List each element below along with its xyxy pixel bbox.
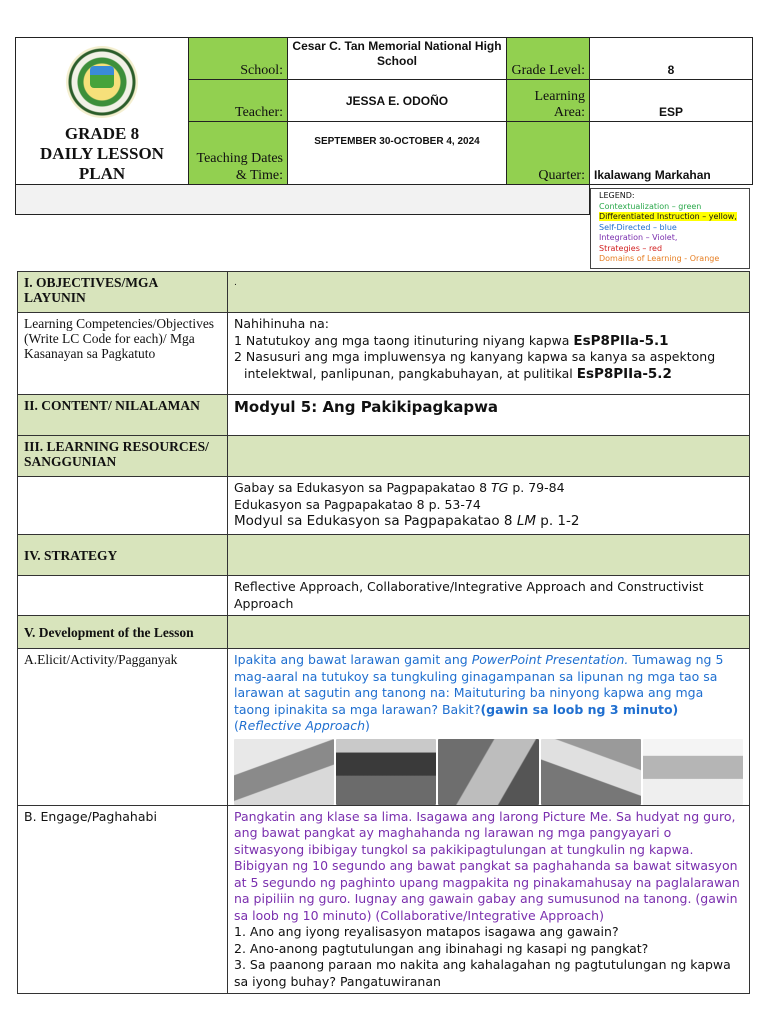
elderly-with-cane-photo <box>234 739 334 805</box>
elicit-label: A.Elicit/Activity/Pagganyak <box>18 649 228 806</box>
lc-intro: Nahihinuha na: <box>234 316 329 331</box>
legend-title: LEGEND: <box>599 191 635 200</box>
legend-item: Domains of Learning - Orange <box>599 254 720 263</box>
resource-1-c: p. 79-84 <box>508 480 565 495</box>
resource-3-c: p. 1-2 <box>535 513 580 529</box>
lc-code-2: EsP8PIIa-5.2 <box>576 365 672 382</box>
elicit-e: ( <box>234 718 239 733</box>
elicit-content <box>228 649 750 806</box>
area-value: ESP <box>590 80 753 122</box>
content-title: II. CONTENT/ NILALAMAN <box>18 395 228 436</box>
engage-label: B. Engage/Paghahabi <box>18 805 228 994</box>
resource-2: Edukasyon sa Pagpapakatao 8 p. 53-74 <box>234 496 481 512</box>
lc-content <box>228 313 750 395</box>
engage-question-1: 1. Ano ang iyong reyalisasyon matapos isagawa ang gawain? <box>234 924 619 939</box>
doctor-photo <box>643 739 743 805</box>
resource-1 <box>234 480 743 497</box>
engage-question-2: 2. Ano-anong pagtutulungan ang ibinahagi ng kasapi ng pangkat? <box>234 940 649 956</box>
grade-value: 8 <box>590 38 753 80</box>
school-value: Cesar C. Tan Memorial National High School <box>288 38 507 80</box>
elicit-c: Tumawag ng 5 mag-aaral na tutukoy sa tungkuling ginagampanan sa lipunan ng mga tao sa larawan at sagutin ang tanong na: Maituturing ba ninyong kapwa ang mga taong ipinakita sa mga larawan? Bakit? <box>234 652 724 717</box>
lc-code-1: EsP8PIIa-5.1 <box>573 332 669 349</box>
legend-item: Strategies – red <box>599 243 663 253</box>
elicit-a: Ipakita ang bawat larawan gamit ang <box>234 652 472 667</box>
legend-item: Differentiated Instruction – yellow, <box>599 212 737 221</box>
resource-3-a: Modyul sa Edukasyon sa Pagpapakatao 8 <box>234 513 517 529</box>
engage-content <box>228 805 750 994</box>
lc-item-1 <box>234 333 743 350</box>
resource-1-a: Gabay sa Edukasyon sa Pagpapakatao 8 <box>234 480 492 495</box>
teacher-photo <box>438 739 538 805</box>
objectives-title: I. OBJECTIVES/MGA LAYUNIN <box>18 272 228 313</box>
teacher-value: JESSA E. ODOÑO <box>288 80 507 122</box>
grade-label: Grade Level: <box>507 38 590 80</box>
resource-1-b: TG <box>491 480 509 495</box>
development-title: V. Development of the Lesson <box>18 616 228 649</box>
police-officer-photo <box>336 739 436 805</box>
area-label: Learning Area: <box>507 80 590 122</box>
plan-title-line1: GRADE 8 <box>64 124 140 143</box>
quarter-value: Ikalawang Markahan <box>590 122 753 185</box>
school-logo-icon <box>66 46 138 118</box>
elicit-d: (gawin sa loob ng 3 minuto) <box>480 701 679 717</box>
lc-item-2-text: 2 Nasusuri ang mga impluwensya ng kanyang kapwa sa kanya sa aspektong intelektwal, panlipunan, pangkabuhayan, at pulitikal <box>234 349 716 381</box>
resources-blank <box>228 436 750 477</box>
resources-title: III. LEARNING RESOURCES/ SANGGUNIAN <box>18 436 228 477</box>
legend-item: Integration – Violet, <box>599 233 678 242</box>
strategy-left-blank <box>18 576 228 616</box>
objectives-dot: . <box>228 272 750 313</box>
legend-item: Contextualization – green <box>599 201 702 211</box>
engage-text: Pangkatin ang klase sa lima. Isagawa ang larong Picture Me. Sa hudyat ng guro, ang bawat pangkat ay maghahanda ng larawan ng mga pangyayari o sitwasyong ibibigay tungkol sa pakikipagtulungan at tungkulin ng kapwa. Bibigyan ng 10 segundo ang bawat pangkat sa paghahanda sa bawat sitwasyon at 5 segundo ng paghinto upang magpakita ng pinakamahusay na paglalarawan na pipiliin ng guro. Iugnay ang gawain gabay ang sumusunod na tanong. (gawin sa loob ng 10 minuto) (Collaborative/Integrative Approach) <box>234 808 740 923</box>
lc-label: Learning Competencies/Objectives (Write LC Code for each)/ Mga Kasanayan sa Pagkatuto <box>18 313 228 395</box>
strategy-title: IV. STRATEGY <box>18 535 228 576</box>
legend-item-wrap <box>599 212 741 223</box>
vendor-photo <box>541 739 641 805</box>
resources-left-blank <box>18 477 228 535</box>
resource-3 <box>234 513 743 530</box>
lesson-plan-table <box>17 271 750 994</box>
school-label: School: <box>189 38 288 80</box>
elicit-f: Reflective Approach <box>238 718 366 733</box>
resources-list <box>228 477 750 535</box>
strategy-blank <box>228 535 750 576</box>
legend-box <box>590 188 750 269</box>
strategy-value: Reflective Approach, Collaborative/Integrative Approach and Constructivist Approach <box>228 576 750 616</box>
development-blank <box>228 616 750 649</box>
plan-title-line2: DAILY LESSON <box>40 144 164 163</box>
photo-strip <box>234 739 743 805</box>
lc-item-1-text: 1 Natutukoy ang mga taong itinuturing niyang kapwa <box>234 332 570 348</box>
teacher-label: Teacher: <box>189 80 288 122</box>
content-value: Modyul 5: Ang Pakikipagkapwa <box>228 395 750 436</box>
lc-item-2 <box>234 349 743 382</box>
elicit-text <box>234 652 743 735</box>
dates-value: SEPTEMBER 30-OCTOBER 4, 2024 <box>288 122 507 185</box>
dates-label: Teaching Dates & Time: <box>189 122 288 185</box>
header-blank-row <box>16 185 590 215</box>
engage-question-3: 3. Sa paanong paraan mo nakita ang kahalagahan ng pagtutulungan ng kapwa sa iyong buhay? Pangatuwiranan <box>234 957 731 989</box>
elicit-b: PowerPoint Presentation. <box>471 652 629 667</box>
resource-3-b: LM <box>516 513 536 529</box>
header-title-cell <box>16 38 189 185</box>
quarter-label: Quarter: <box>507 122 590 185</box>
elicit-g: ) <box>365 718 370 733</box>
plan-title-line3: PLAN <box>78 164 126 183</box>
legend-item: Self-Directed – blue <box>599 222 677 232</box>
